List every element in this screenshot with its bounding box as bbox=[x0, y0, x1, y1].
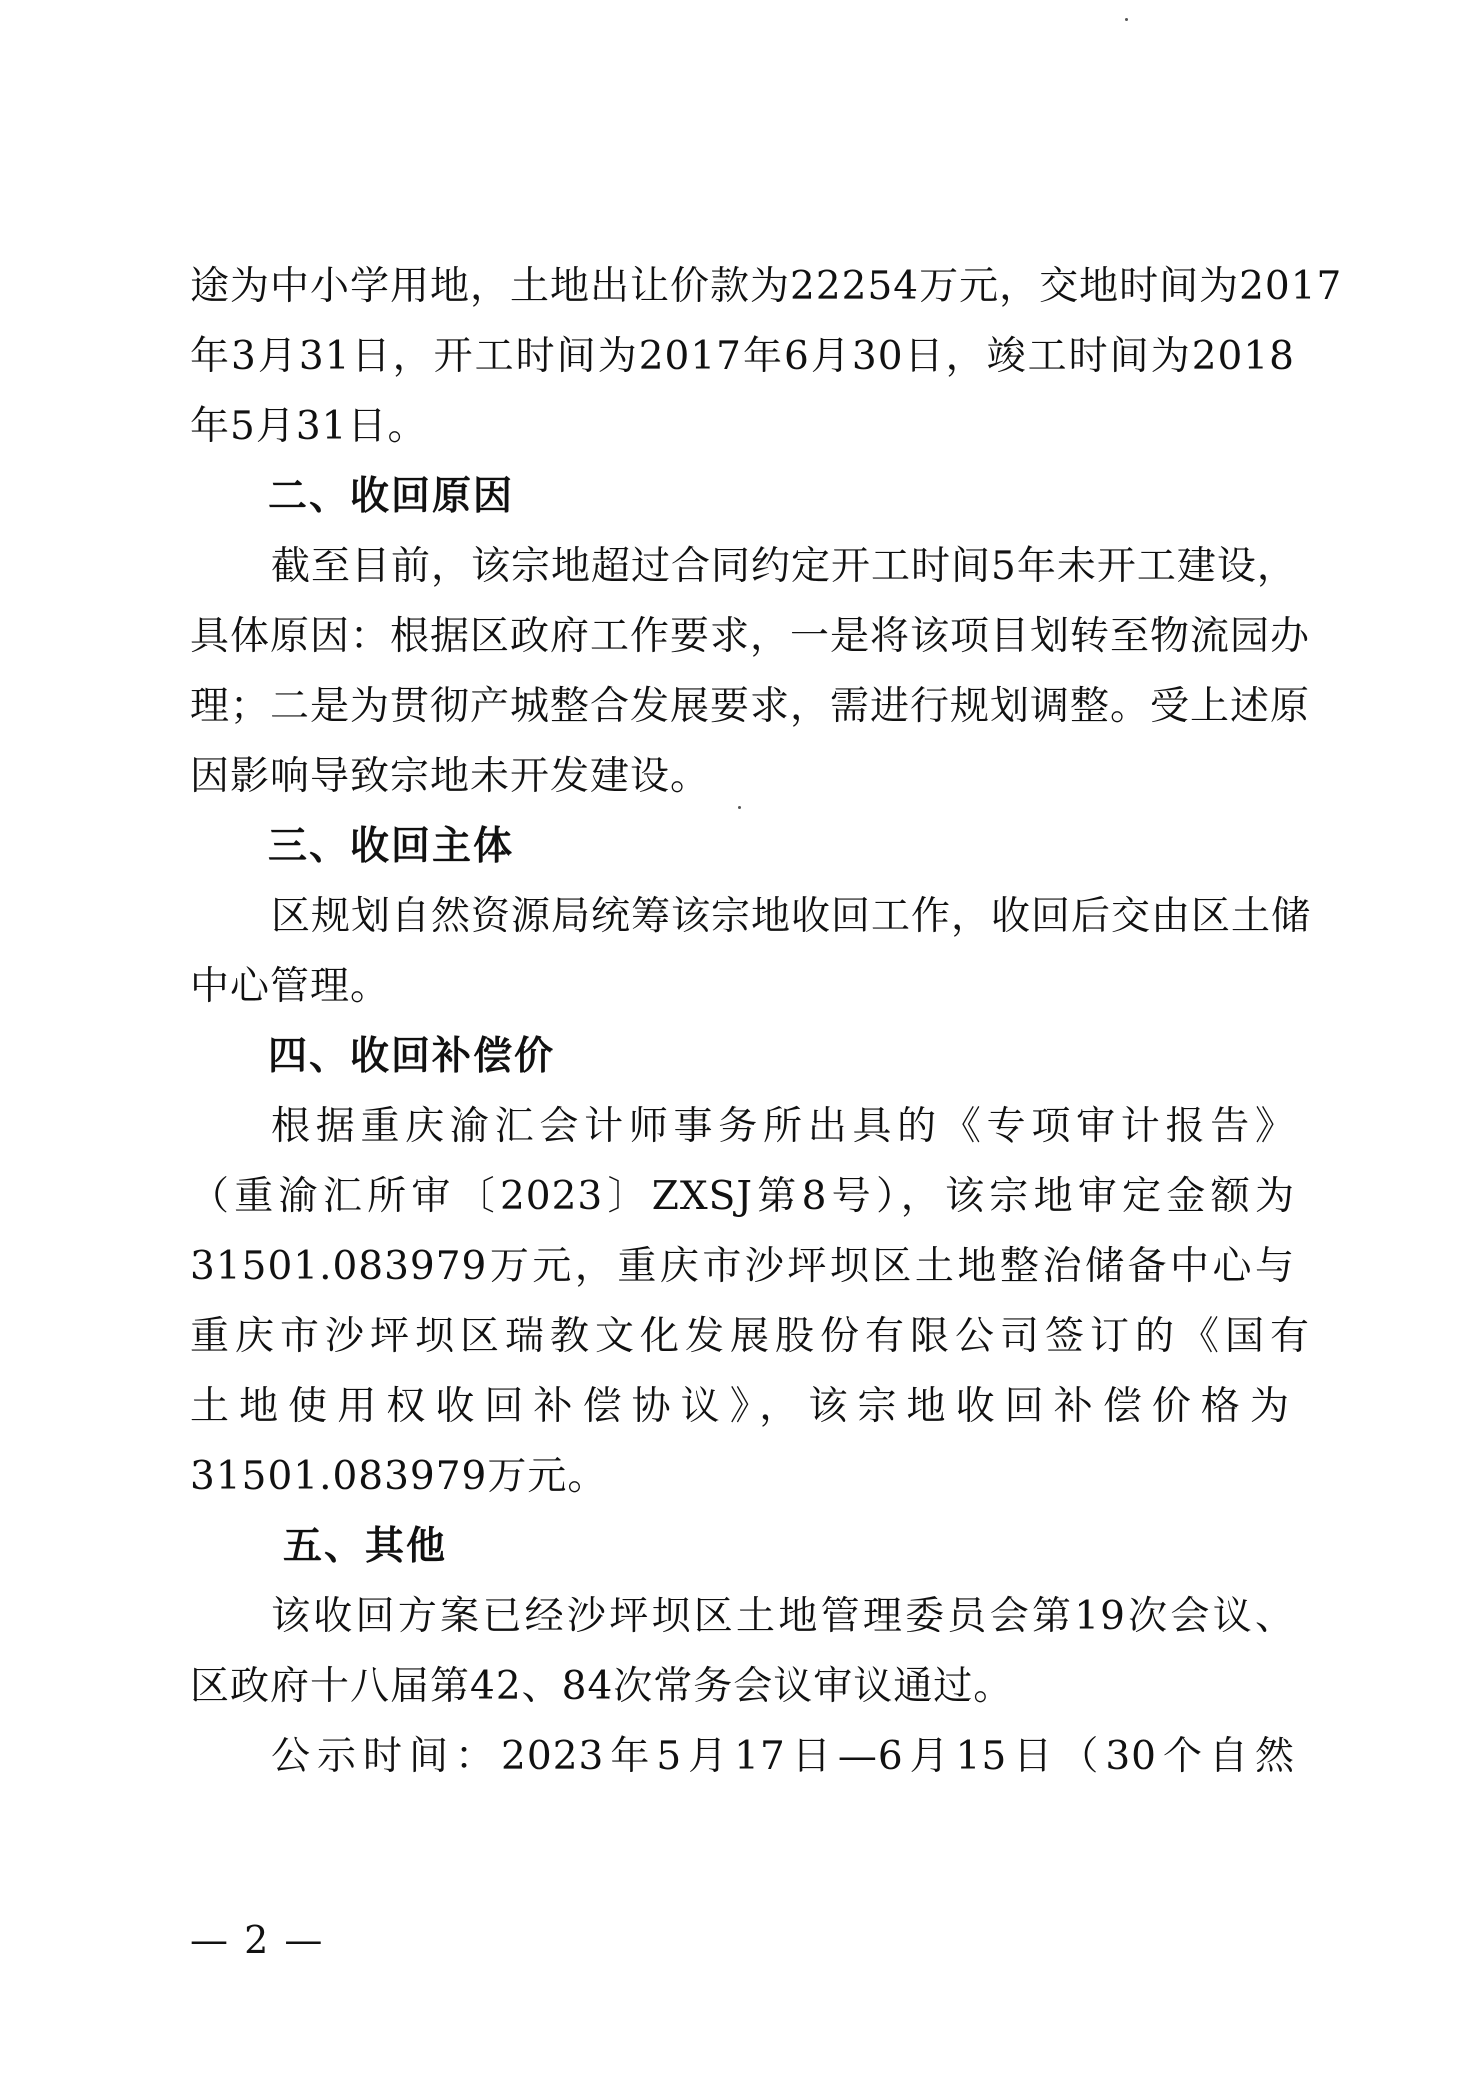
scan-speck bbox=[1125, 18, 1128, 21]
section-heading: 五、其他 bbox=[283, 1524, 448, 1569]
body-line: 具体原因：根据区政府工作要求，一是将该项目划转至物流园办 bbox=[190, 614, 1311, 659]
document-body bbox=[190, 252, 1343, 1792]
section-heading: 三、收回主体 bbox=[268, 824, 515, 869]
body-line: 年5月31日。 bbox=[190, 404, 428, 449]
body-line: 区规划自然资源局统筹该宗地收回工作，收回后交由区土储 bbox=[271, 894, 1312, 939]
page-number: — 2 — bbox=[190, 1918, 325, 1962]
body-line: 理；二是为贯彻产城整合发展要求，需进行规划调整。受上述原 bbox=[190, 684, 1311, 729]
body-line: 根据重庆渝汇会计师事务所出具的《专项审计报告》 bbox=[271, 1104, 1295, 1149]
body-line: 重庆市沙坪坝区瑞教文化发展股份有限公司签订的《国有 bbox=[190, 1314, 1316, 1359]
body-line: 年3月31日，开工时间为2017年6月30日，竣工时间为2018 bbox=[190, 334, 1295, 379]
body-line: 该收回方案已经沙坪坝区土地管理委员会第19次会议、 bbox=[271, 1594, 1295, 1639]
body-line: 因影响导致宗地未开发建设。 bbox=[190, 754, 711, 799]
body-line: 区政府十八届第42、84次常务会议审议通过。 bbox=[190, 1664, 1014, 1709]
body-line: 途为中小学用地，土地出让价款为22254万元，交地时间为2017 bbox=[190, 264, 1343, 309]
body-line: 截至目前，该宗地超过合同约定开工时间5年未开工建设， bbox=[271, 544, 1297, 589]
body-line: 土地使用权收回补偿协议》，该宗地收回补偿价格为 bbox=[190, 1384, 1295, 1429]
body-line: 31501.083979万元，重庆市沙坪坝区土地整治储备中心与 bbox=[190, 1244, 1295, 1289]
body-line: （重渝汇所审〔2023〕ZXSJ第8号），该宗地审定金额为 bbox=[190, 1174, 1295, 1219]
body-line: 公示时间：2023年5月17日—6月15日（30个自然 bbox=[271, 1734, 1295, 1779]
body-line: 中心管理。 bbox=[190, 964, 391, 1009]
section-heading: 二、收回原因 bbox=[268, 474, 515, 519]
section-heading: 四、收回补偿价 bbox=[268, 1034, 556, 1079]
body-line: 31501.083979万元。 bbox=[190, 1454, 608, 1499]
